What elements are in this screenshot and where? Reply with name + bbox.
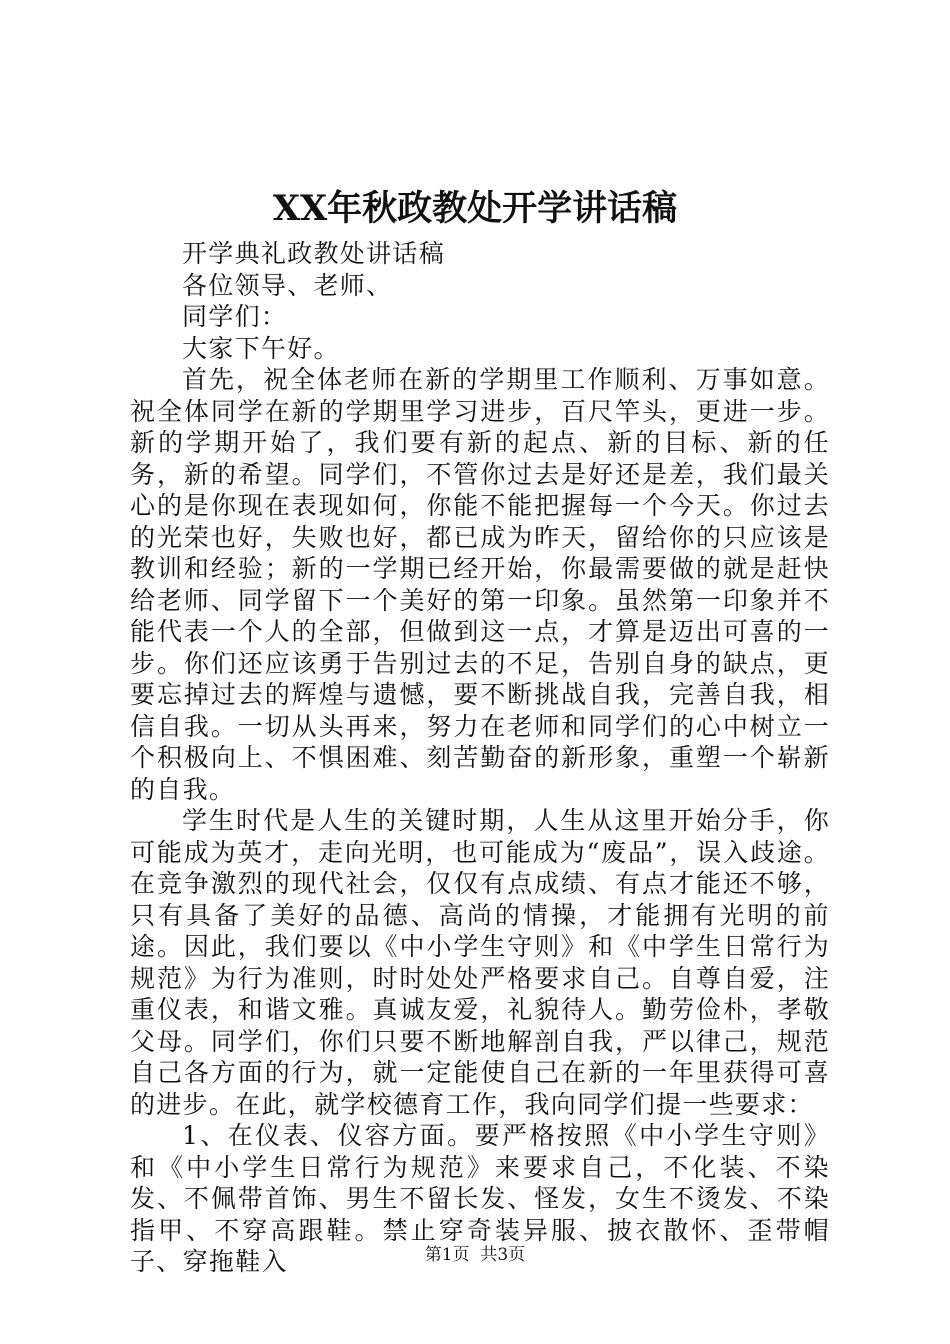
document-body (130, 238, 830, 1278)
paragraph-greeting: 大家下午好。 (182, 333, 340, 363)
paragraph-requirement-1: 1、在仪表、仪容方面。要严格按照《中小学生守则》和《中小学生日常行为规范》来要求自己，不化装、不染发、不佩带首饰、男生不留长发、怪发，女生不烫发、不染指甲、不穿高跟鞋。禁止穿奇装异服、披衣散怀、歪带帽子、穿拖鞋入 (130, 1121, 830, 1276)
paragraph-salutation-2: 同学们： (182, 302, 288, 331)
page-number: 第1页 (424, 1245, 470, 1265)
page-total: 共3页 (480, 1245, 526, 1265)
paragraph-heading: 开学典礼政教处讲话稿 (182, 239, 446, 268)
paragraph-student-era: 学生时代是人生的关键时期，人生从这里开始分手，你可能成为英才，走向光明，也可能成为“废品”，误入歧途。在竞争激烈的现代社会，仅仅有点成绩、有点才能还不够，只有具备了美好的品德、高尚的情操，才能拥有光明的前途。因此，我们要以《中小学生守则》和《中学生日常行为规范》为行为准则，时时处处严格要求自己。自尊自爱，注重仪表，和谐文雅。真诚友爱，礼貌待人。勤劳俭朴，孝敬父母。同学们，你们只要不断地解剖自我，严以律己，规范自己各方面的行为，就一定能使自己在新的一年里获得可喜的进步。在此，就学校德育工作，我向同学们提一些要求： (130, 806, 830, 1119)
page-footer (0, 1244, 950, 1266)
paragraph-salutation-1: 各位领导、老师、 (182, 270, 393, 300)
paragraph-wishes: 首先，祝全体老师在新的学期里工作顺利、万事如意。祝全体同学在新的学期里学习进步，百尺竿头，更进一步。新的学期开始了，我们要有新的起点、新的目标、新的任务，新的希望。同学们，不管你过去是好还是差，我们最关心的是你现在表现如何，你能不能把握每一个今天。你过去的光荣也好，失败也好，都已成为昨天，留给你的只应该是教训和经验；新的一学期已经开始，你最需要做的就是赶快给老师、同学留下一个美好的第一印象。虽然第一印象并不能代表一个人的全部，但做到这一点，才算是迈出可喜的一步。你们还应该勇于告别过去的不足，告别自身的缺点，更要忘掉过去的辉煌与遗憾，要不断挑战自我，完善自我，相信自我。一切从头再来，努力在老师和同学们的心中树立一个积极向上、不惧困难、刻苦勤奋的新形象，重塑一个崭新的自我。 (130, 365, 830, 804)
document-title: XX年秋政教处开学讲话稿 (272, 188, 678, 229)
